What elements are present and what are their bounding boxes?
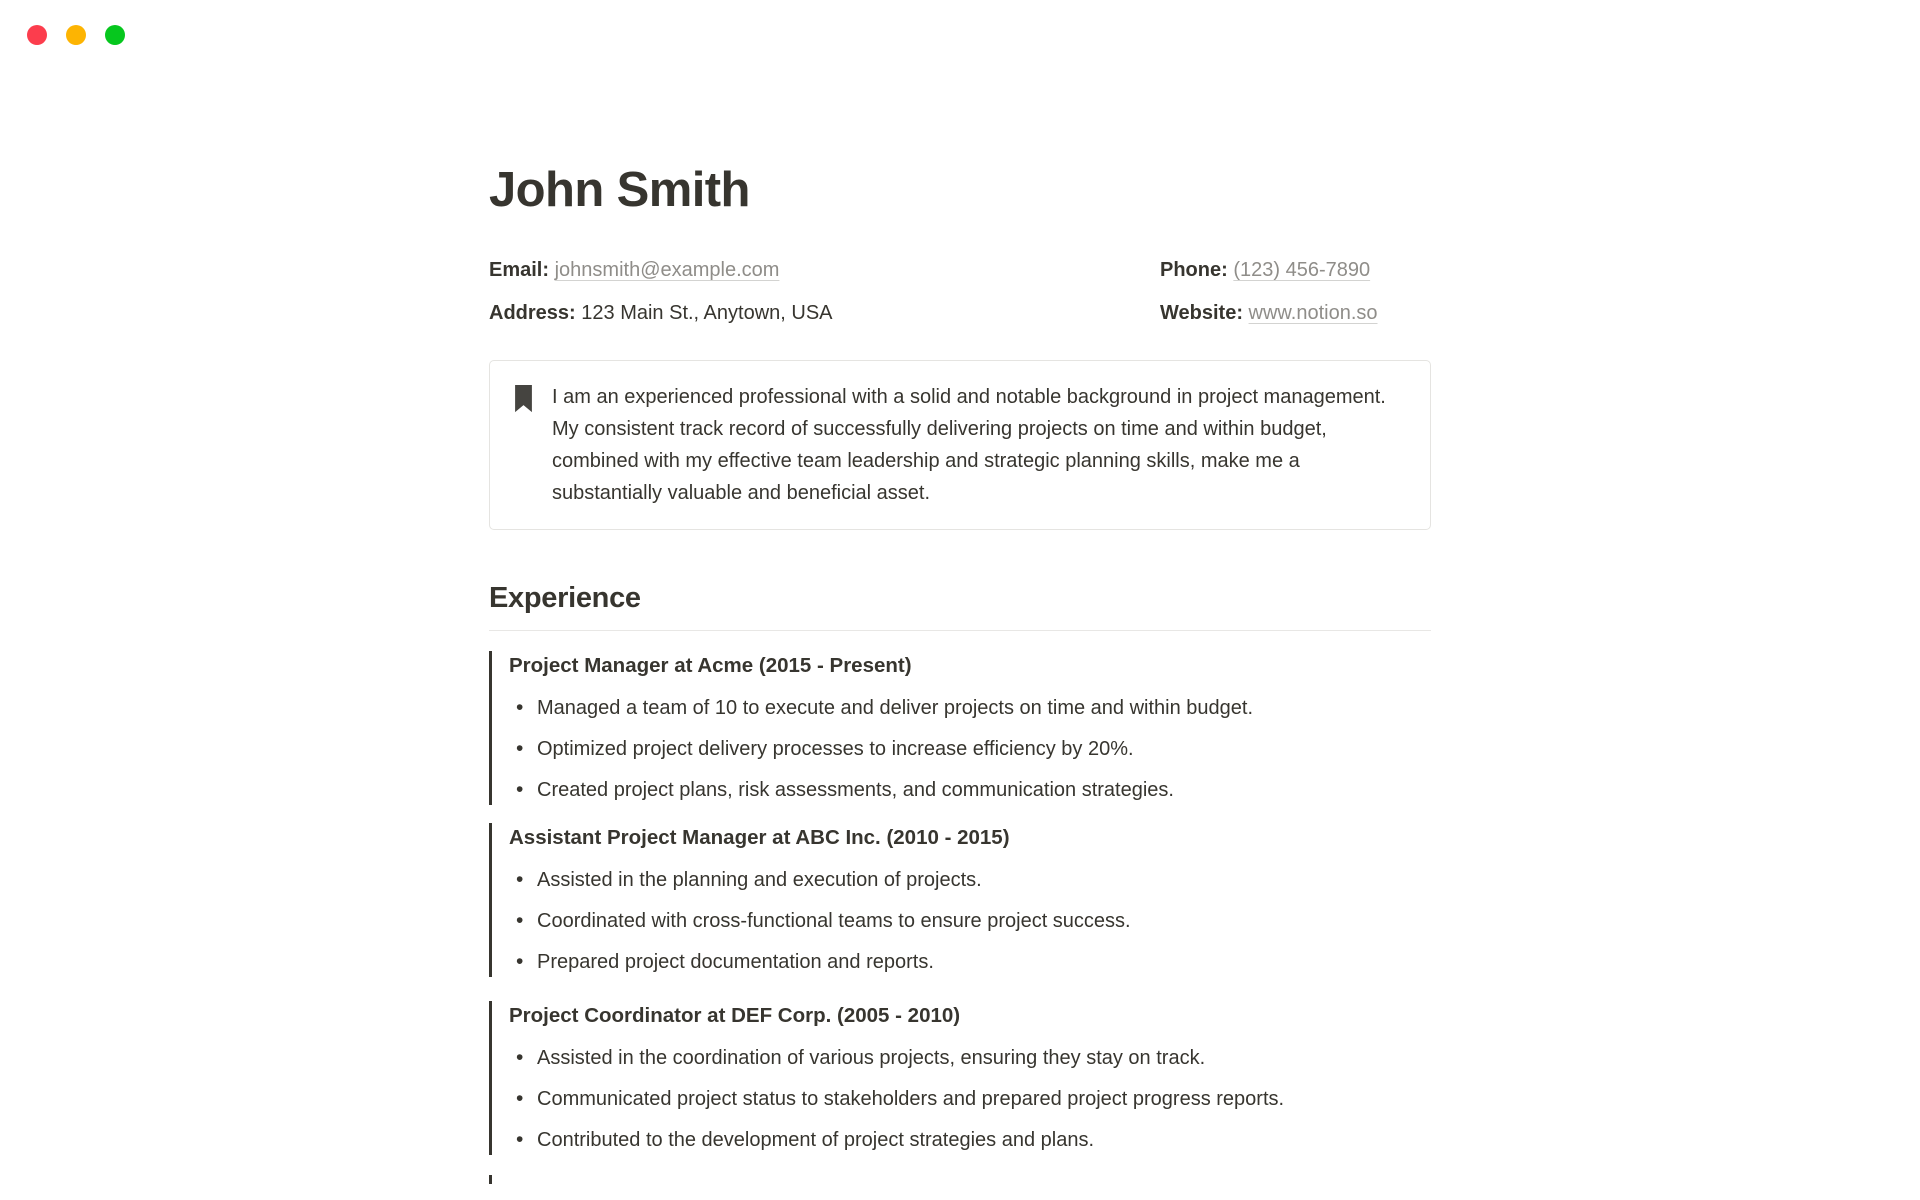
- website-link[interactable]: www.notion.so: [1248, 302, 1378, 324]
- contact-column-right: [1160, 255, 1431, 341]
- resume-page: [489, 0, 1431, 1184]
- website-label: Website:: [1160, 302, 1243, 324]
- entry-bullet-list: [509, 865, 1431, 977]
- window-controls: [27, 25, 125, 45]
- bullet-item: • Contributed to the development of project strategies and plans.: [509, 1125, 1431, 1155]
- entry-title: Assistant Project Manager at ABC Inc. (2010 - 2015): [509, 826, 1010, 849]
- contact-column-left: [489, 255, 1160, 341]
- bullet-item: • Prepared project documentation and reports.: [509, 947, 1431, 977]
- entry-title: Project Coordinator at DEF Corp. (2005 - 2010): [509, 1004, 961, 1027]
- bullet-item: • Created project plans, risk assessments, and communication strategies.: [509, 775, 1431, 805]
- zoom-button[interactable]: [105, 25, 125, 45]
- bullet-item: • Communicated project status to stakeholders and prepared project progress reports.: [509, 1084, 1431, 1114]
- bullet-item: • Coordinated with cross-functional teams to ensure project success.: [509, 906, 1431, 936]
- email-label: Email:: [489, 259, 550, 281]
- address-line: [489, 298, 1160, 329]
- email-link[interactable]: johnsmith@example.com: [554, 259, 780, 281]
- entry-bullet-list: [509, 693, 1431, 805]
- address-label: Address:: [489, 302, 576, 324]
- bullet-item: • Optimized project delivery processes to increase efficiency by 20%.: [509, 734, 1431, 764]
- address-value: 123 Main St., Anytown, USA: [581, 302, 833, 324]
- bullet-item: • Managed a team of 10 to execute and deliver projects on time and within budget.: [509, 693, 1431, 723]
- entry-bullet-list: [509, 1043, 1431, 1155]
- phone-line: [1160, 255, 1431, 286]
- entry-title: Project Manager at Acme (2015 - Present): [509, 654, 912, 677]
- page-title: John Smith: [489, 163, 750, 217]
- close-button[interactable]: [27, 25, 47, 45]
- bookmark-icon: [512, 381, 552, 418]
- experience-entry-1: [489, 651, 1431, 805]
- phone-link[interactable]: (123) 456-7890: [1233, 259, 1371, 281]
- bullet-item: • Assisted in the coordination of various projects, ensuring they stay on track.: [509, 1043, 1431, 1073]
- section-divider: [489, 630, 1431, 631]
- experience-entry-3: [489, 1001, 1431, 1155]
- bullet-item: • Assisted in the planning and execution of projects.: [509, 865, 1431, 895]
- experience-heading: Experience: [489, 582, 641, 614]
- phone-label: Phone:: [1160, 259, 1228, 281]
- website-line: [1160, 298, 1431, 329]
- minimize-button[interactable]: [66, 25, 86, 45]
- experience-entry-2: [489, 823, 1431, 977]
- summary-callout: [489, 360, 1431, 530]
- summary-text: I am an experienced professional with a solid and notable background in project management. My consistent track record of successfully delivering projects on time and within budget, combined with my effective team leadership and strategic planning skills, make me a substantially valuable and beneficial asset.: [552, 386, 1386, 504]
- email-line: [489, 255, 1160, 286]
- contact-section: [489, 255, 1431, 341]
- next-quote-block-fragment: [489, 1175, 492, 1184]
